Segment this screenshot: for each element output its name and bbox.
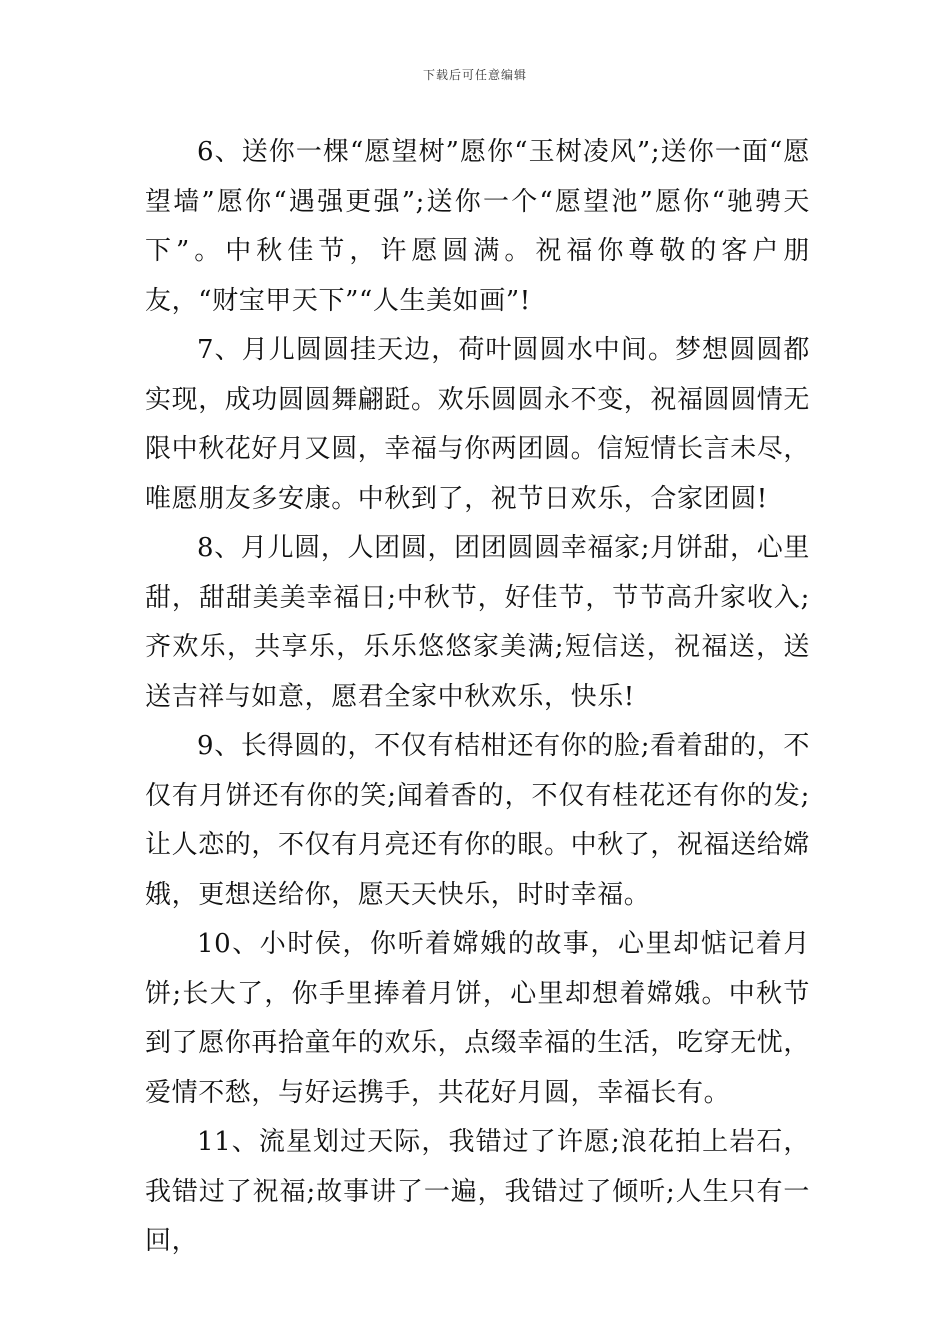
document-body — [145, 128, 810, 1267]
paragraph-8: 8、月儿圆，人团圆，团团圆圆幸福家;月饼甜，心里甜，甜甜美美幸福日;中秋节，好佳节，节节高升家收入;齐欢乐，共享乐，乐乐悠悠家美满;短信送，祝福送，送送吉祥与如意，愿君全家中秋欢乐，快乐! — [145, 533, 810, 712]
page-header-note: 下载后可任意编辑 — [422, 68, 527, 82]
paragraph-10: 10、小时侯，你听着嫦娥的故事，心里却惦记着月饼;长大了，你手里捧着月饼，心里却想着嫦娥。中秋节到了愿你再拾童年的欢乐，点缀幸福的生活，吃穿无忧，爱情不愁，与好运携手，共花好月圆，幸福长有。 — [145, 929, 811, 1108]
paragraph-11: 11、流星划过天际，我错过了许愿;浪花拍上岩石，我错过了祝福;故事讲了一遍，我错过了倾听;人生只有一回， — [145, 1127, 810, 1256]
paragraph-7: 7、月儿圆圆挂天边，荷叶圆圆水中间。梦想圆圆都实现，成功圆圆舞翩跹。欢乐圆圆永不变，祝福圆圆情无限中秋花好月又圆，幸福与你两团圆。信短情长言未尽，唯愿朋友多安康。中秋到了，祝节日欢乐，合家团圆! — [145, 335, 811, 514]
paragraph-9: 9、长得圆的，不仅有桔柑还有你的脸;看着甜的，不仅有月饼还有你的笑;闻着香的，不仅有桂花还有你的发;让人恋的，不仅有月亮还有你的眼。中秋了，祝福送给嫦娥，更想送给你，愿天天快乐，时时幸福。 — [145, 731, 811, 910]
paragraph-6: 6、送你一棵“愿望树”愿你“玉树凌风”;送你一面“愿望墙”愿你“遇强更强”;送你一个“愿望池”愿你“驰骋天下”。中秋佳节，许愿圆满。祝福你尊敬的客户朋友，“财宝甲天下”“人生美如画”! — [145, 137, 810, 316]
